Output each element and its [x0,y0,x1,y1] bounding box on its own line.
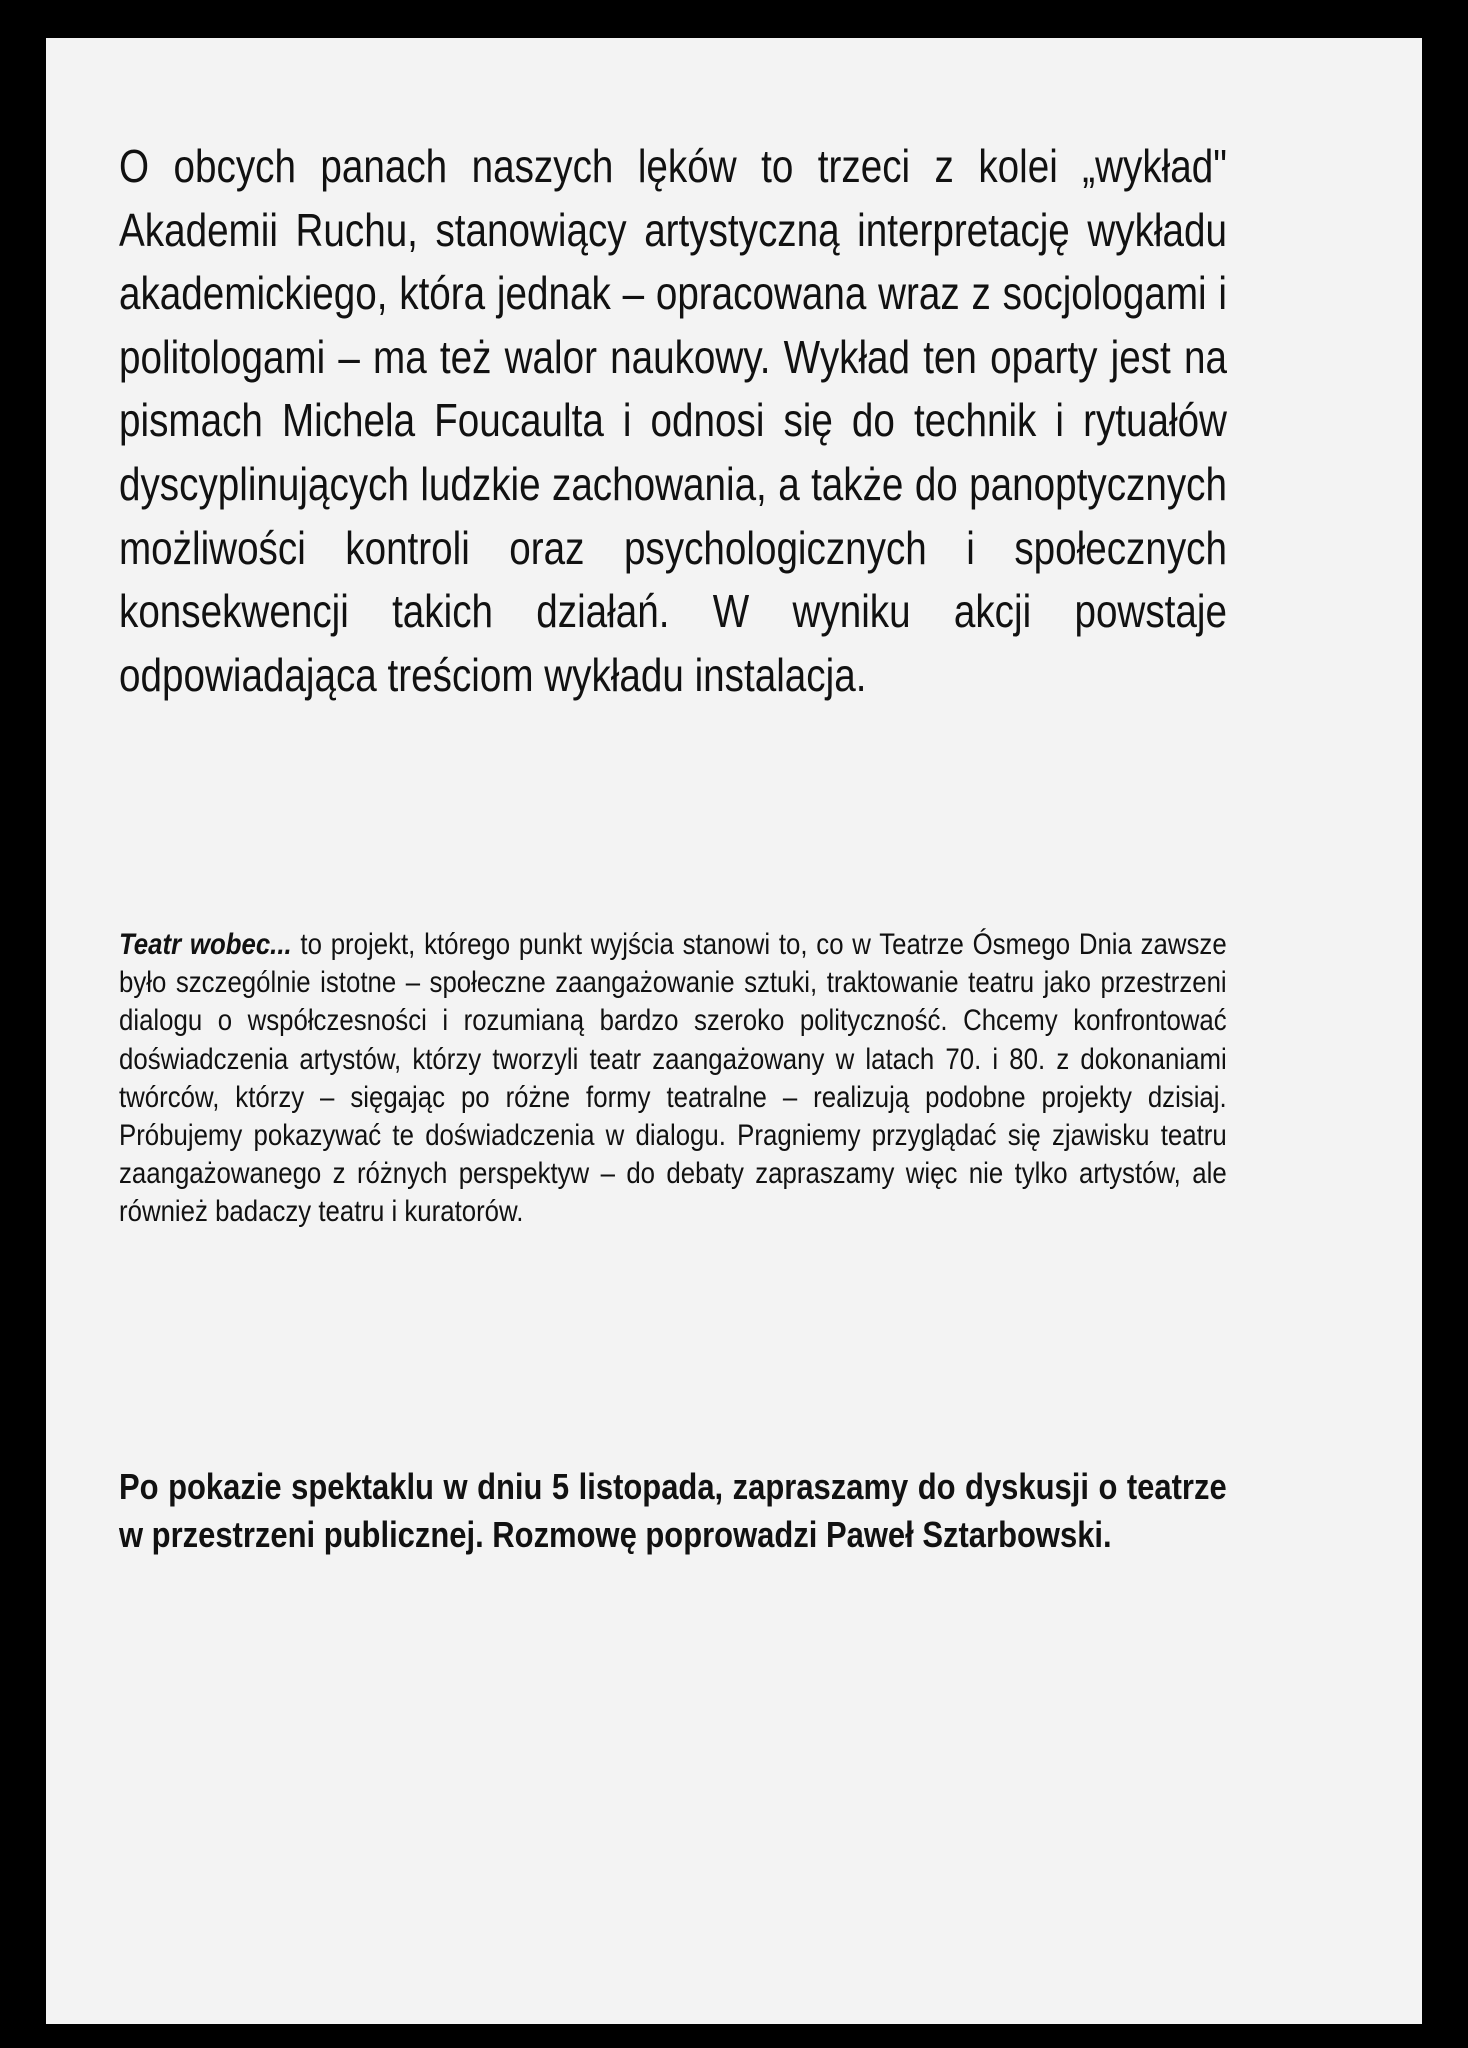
paper-sheet [46,38,1422,2024]
project-paragraph-body: to projekt, którego punkt wyjścia stanowi to, co w Teatrze Ósmego Dnia zawsze było szczególnie istotne – społeczne zaangażowanie sztuki, traktowanie teatru jako przestrzeni dialogu o współczesności i rozumianą bardzo szeroko polityczność. Chcemy konfrontować doświadczenia artystów, którzy tworzyli teatr zaangażowany w latach 70. i 80. z dokonaniami twórców, którzy – sięgając po różne formy teatralne – realizują podobne projekty dzisiaj. Próbujemy pokazywać te doświadczenia w dialogu. Pragniemy przyglądać się zjawisku teatru zaangażowanego z różnych perspektyw – do debaty zapraszamy więc nie tylko artystów, ale również badaczy teatru i kuratorów. [119,928,1227,1229]
project-lead-title: Teatr wobec... [119,928,292,961]
project-paragraph [119,926,1227,1232]
lecture-paragraph: O obcych panach naszych lęków to trzeci z kolei „wykład" Akademii Ruchu, stanowiący artystyczną interpretację wykładu akademickiego, która jednak – opracowana wraz z socjologami i politologami – ma też walor naukowy. Wykład ten oparty jest na pismach Michela Foucaulta i odnosi się do technik i rytuałów dyscyplinujących ludzkie zachowania, a także do panoptycznych możliwości kontroli oraz psychologicznych i społecznych konsekwencji takich działań. W wyniku akcji powstaje odpowiadająca treściom wykładu instalacja. [119,140,1227,701]
discussion-paragraph: Po pokazie spektaklu w dniu 5 listopada, zapraszamy do dyskusji o teatrze w przestrzeni publicznej. Rozmowę poprowadzi Paweł Sztarbowski. [119,1466,1227,1555]
